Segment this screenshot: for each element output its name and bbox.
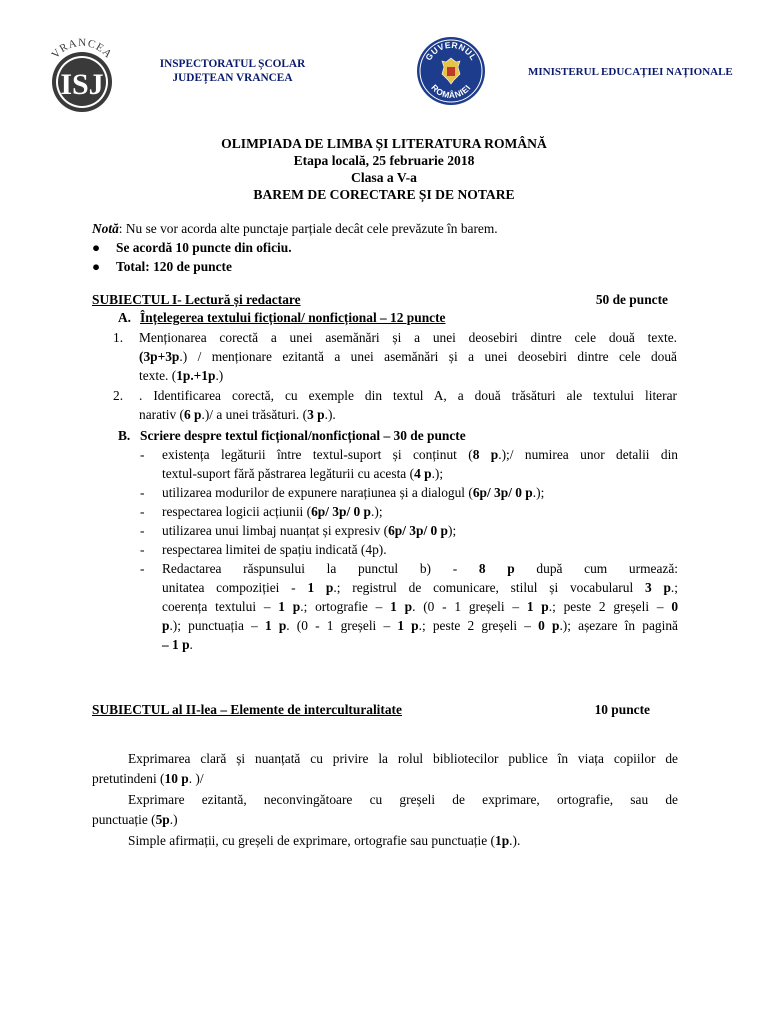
org-right: MINISTERUL EDUCAȚIEI NAȚIONALE (528, 66, 733, 78)
subiect2-title: SUBIECTUL al II-lea – Elemente de interculturalitate (92, 702, 402, 717)
seal-text-top: GUVERNUL (423, 39, 479, 63)
isj-vrancea-logo (40, 36, 124, 120)
nota-line (92, 219, 692, 238)
subiect1-points: 50 de puncte (595, 292, 668, 307)
B-list (140, 445, 678, 655)
s2-para3: Simple afirmații, cu greșeli de exprimare, ortografie sau punctuație (1p.). (128, 833, 521, 848)
title-etapa: Etapa locală, 25 februarie 2018 (293, 153, 475, 168)
logo-left-letters: ISJ (60, 68, 104, 101)
B-item-6: - Redactarea răspunsului la punctul b) - 8 p după cum urmează: unitatea compoziției - 1 p.; registrul de comunicare, stilul și vocabularul 3 p.; coerența textului – 1 p.; ortografie – 1 p. (0 - 1 greșeli – 1 p.; peste 2 greșeli – 0 p.); punctuația – 1 p. (0 - 1 greșeli – 1 p.; peste 2 greșeli – 0 p.); așezare în pagină – 1 p. (140, 561, 679, 652)
subiect1-heading (92, 290, 668, 309)
subiect2-points: 10 puncte (594, 702, 650, 717)
title-clasa: Clasa a V-a (351, 170, 417, 185)
org-left-line2: JUDEȚEAN VRANCEA (172, 72, 293, 84)
guvernul-romaniei-seal (416, 36, 486, 106)
nota-text: : Nu se vor acorda alte punctaje parțiale decât cele prevăzute în barem. (118, 221, 498, 236)
B-item-2: - utilizarea modurilor de expunere narațiunea și a dialogul (6p/ 3p/ 0 p.); (140, 485, 545, 500)
org-left (140, 57, 325, 85)
subiect2-body (92, 749, 678, 851)
s2-para1-line2: pretutindeni (10 p. )/ (92, 771, 204, 786)
section-A-title: Înțelegerea textului ficțional/ nonficțional – 12 puncte (140, 310, 446, 325)
section-A-heading: A. Înțelegerea textului ficțional/ nonficțional – 12 puncte (118, 310, 446, 325)
subiect2-heading (92, 700, 650, 719)
seal-text-bottom: ROMÂNIEI (429, 82, 473, 101)
B-item-1: - existența legăturii între textul-suport și conținut (8 p.);/ numirea unor detalii din textul-suport fără păstrarea legăturii cu acesta (4 p.); (140, 447, 678, 481)
A-item-1: Menționarea corectă a unei asemănări și a unei deosebiri dintre cele două texte. (3p+3p.) / menționare ezitantă a unei asemănări și a unei deosebiri dintre cele două texte. (1p.+1p.) (139, 330, 677, 383)
title-olimpiada: OLIMPIADA DE LIMBA ȘI LITERATURA ROMÂNĂ (221, 136, 547, 151)
s2-para2-line1: Exprimare ezitantă, neconvingătoare cu greșeli de exprimare, ortografie, sau de (128, 792, 678, 807)
s2-para2-line2: punctuație (5p.) (92, 812, 178, 827)
s2-para1-line1: Exprimarea clară și nuanțată cu privire la rolul bibliotecilor publice în viața copiilor de (128, 751, 678, 766)
B-item-5: - respectarea limitei de spațiu indicată (4p). (140, 542, 387, 557)
B-item-3: - respectarea logicii acțiunii (6p/ 3p/ 0 p.); (140, 504, 383, 519)
B-item-4: - utilizarea unui limbaj nuanțat și expresiv (6p/ 3p/ 0 p); (140, 523, 457, 538)
org-left-line1: INSPECTORATUL ȘCOLAR (159, 58, 306, 70)
A-item-1-num: 1. (113, 330, 124, 345)
section-B-heading: B. Scriere despre textul ficțional/nonficțional – 30 de puncte (118, 428, 466, 443)
subiect1-title: SUBIECTUL I- Lectură și redactare (92, 292, 301, 307)
nota-label: Notă (92, 221, 119, 236)
logo-left-arc-text: VRANCEA (49, 36, 115, 62)
A-item-2: . Identificarea corectă, cu exemple din textul A, a două trăsături ale textului literar narativ (6 p.)/ a unei trăsături. (3 p.). (139, 388, 677, 422)
section-B-title: Scriere despre textul ficțional/nonficțional – 30 de puncte (140, 428, 466, 443)
title-barem: BAREM DE CORECTARE ȘI DE NOTARE (253, 187, 515, 202)
A-item-2-num: 2. (113, 388, 124, 403)
